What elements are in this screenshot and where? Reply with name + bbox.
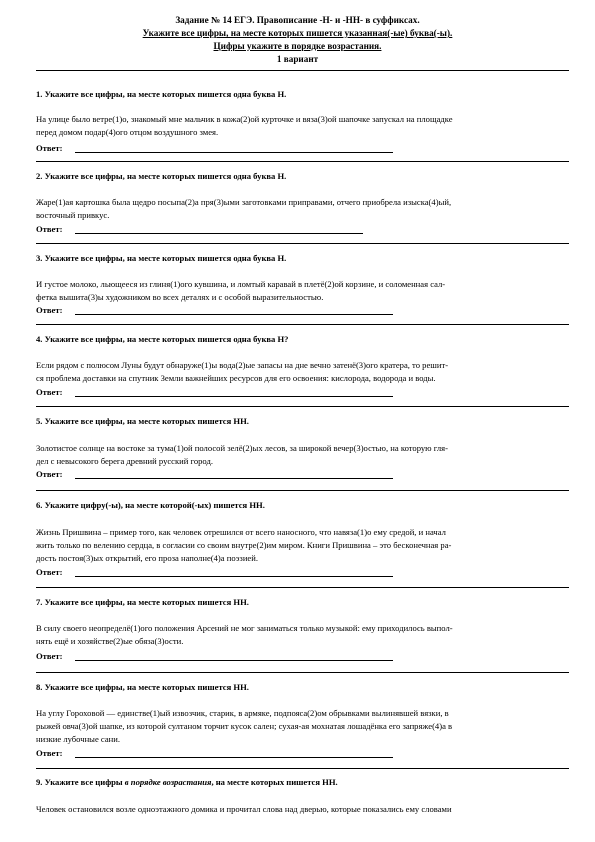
question-3-text-line: И густое молоко, льющееся из глиня(1)ого кувшина, и ломтый каравай в плетё(2)ой корзине, и соломенная сал-: [36, 279, 446, 289]
question-4-prompt: 4. Укажите все цифры, на месте которых пишется одна буква Н?: [36, 334, 289, 344]
question-5-answer-label: Ответ:: [36, 469, 63, 479]
question-4-text-line: ся проблема доставки на спутник Земли важнейших ресурсов для его освоения: кислорода, водорода и воды.: [36, 373, 436, 383]
question-5-text-line: дел с невысокого берега древний русский город.: [36, 456, 213, 466]
question-3-text-line: фетка вышита(3)ы художником во всех деталях и с особой выразительностью.: [36, 292, 324, 302]
worksheet-title: Задание № 14 ЕГЭ. Правописание -Н- и -НН- в суффиксах.: [175, 15, 420, 25]
question-7-text-line: В силу своего неопределё(1)ого положения Арсений не мог заниматься только музыкой: ему приходилось выпол-: [36, 623, 453, 633]
section-divider: [36, 406, 569, 407]
question-9-prompt-start: 9. Укажите все цифры: [36, 777, 125, 787]
question-6-answer-label: Ответ:: [36, 567, 63, 577]
question-6-answer-field[interactable]: [75, 576, 393, 577]
question-8-prompt: 8. Укажите все цифры, на месте которых пишется НН.: [36, 682, 249, 692]
question-3-prompt: 3. Укажите все цифры, на месте которых пишется одна буква Н.: [36, 253, 287, 263]
question-2-answer-label: Ответ:: [36, 224, 63, 234]
section-divider: [36, 672, 569, 673]
question-4-text: [36, 359, 569, 385]
section-divider: [36, 587, 569, 588]
question-3-answer-field[interactable]: [75, 314, 393, 315]
question-3-answer-label: Ответ:: [36, 305, 63, 315]
question-9-text-line: Человек остановился возле одноэтажного домика и прочитал слова над дверью, которые показались ему словами: [36, 804, 452, 814]
question-9-prompt-emphasis: в порядке возрастания: [124, 777, 212, 787]
question-6-text: [36, 526, 569, 565]
question-2-text-line: восточный привкус.: [36, 210, 110, 220]
question-6-text-line: Жизнь Пришвина – пример того, как человек отрешился от всего наносного, что навяза(1)о ему средой, и начал: [36, 527, 446, 537]
section-divider: [36, 768, 569, 769]
question-7-answer-field[interactable]: [75, 660, 393, 661]
question-5-text: [36, 442, 569, 468]
question-1-text-line: На улице было ветре(1)о, знакомый мне мальчик в кожа(2)ой курточке и вяза(3)ой шапочке запускал на площадке: [36, 114, 453, 124]
section-divider: [36, 324, 569, 325]
section-divider: [36, 490, 569, 491]
question-2-answer-field[interactable]: [75, 233, 363, 234]
question-2-text-line: Жаре(1)ая картошка была щедро посыпа(2)а пря(3)ыми заготовками приправами, отчего приобрела изыска(4)ый,: [36, 197, 452, 207]
question-8-text-line: На углу Гороховой — единстве(1)ый извозчик, старик, в армяке, подпоясa(2)ом обрывками вылинявшей вязки, в: [36, 708, 449, 718]
question-5-prompt: 5. Укажите все цифры, на месте которых пишется НН.: [36, 416, 249, 426]
question-8-answer-label: Ответ:: [36, 748, 63, 758]
question-4-answer-field[interactable]: [75, 396, 393, 397]
question-6-text-line: жить только по велению сердца, в согласии со своим внутре(2)им миром. Книги Пришвина – это бесконечная ра-: [36, 540, 452, 550]
question-1-answer-field[interactable]: [75, 152, 393, 153]
question-1-text-line: перед домом подар(4)ого отцом воздушного змея.: [36, 127, 219, 137]
question-4-text-line: Если рядом с полюсом Луны будут обнаруже(1)ы вода(2)ые запасы на дне вечно затенё(3)ого кратера, то решит-: [36, 360, 449, 370]
question-2-text: [36, 196, 569, 222]
question-1-answer-label: Ответ:: [36, 143, 63, 153]
question-2-prompt: 2. Укажите все цифры, на месте которых пишется одна буква Н.: [36, 171, 287, 181]
question-8-text-line: рыжей овча(3)ой шапке, из которой султаном торчит кусок сален; сухая-ая мохнатая лошадёнка его запряже(4)а в: [36, 721, 453, 731]
section-divider: [36, 70, 569, 71]
question-7-text-line: нять ещё и хозяйстве(2)ые обяза(3)ости.: [36, 636, 184, 646]
question-7-answer-label: Ответ:: [36, 651, 63, 661]
question-7-prompt: 7. Укажите все цифры, на месте которых пишется НН.: [36, 597, 249, 607]
question-3-text: [36, 278, 569, 304]
question-5-text-line: Золотистое солнце на востоке за тума(1)ой полосой зелё(2)ых лесов, за широкой вечер(3)остью, на которую гля-: [36, 443, 448, 453]
question-8-answer-field[interactable]: [75, 757, 393, 758]
question-6-text-line: дость постоя(3)ых открытий, его проза наполне(4)а поэзией.: [36, 553, 258, 563]
question-8-text: [36, 707, 569, 746]
question-5-answer-field[interactable]: [75, 478, 393, 479]
question-9-prompt: [36, 777, 338, 788]
question-1-text: [36, 113, 569, 139]
question-8-text-line: низкие лубочные сани.: [36, 734, 120, 744]
question-7-text: [36, 622, 569, 648]
question-4-answer-label: Ответ:: [36, 387, 63, 397]
section-divider: [36, 161, 569, 162]
question-9-text: [36, 803, 569, 816]
instruction-line-2: Цифры укажите в порядке возрастания.: [213, 41, 382, 51]
instruction-line-1: Укажите все цифры, на месте которых пишется указанная(-ые) буква(-ы).: [142, 28, 453, 38]
variant-label: 1 вариант: [276, 54, 319, 64]
question-9-prompt-end: , на месте которых пишется НН.: [211, 777, 338, 787]
section-divider: [36, 243, 569, 244]
question-1-prompt: 1. Укажите все цифры, на месте которых пишется одна буква Н.: [36, 89, 287, 99]
question-6-prompt: 6. Укажите цифру(-ы), на месте которой(-ых) пишется НН.: [36, 500, 265, 510]
